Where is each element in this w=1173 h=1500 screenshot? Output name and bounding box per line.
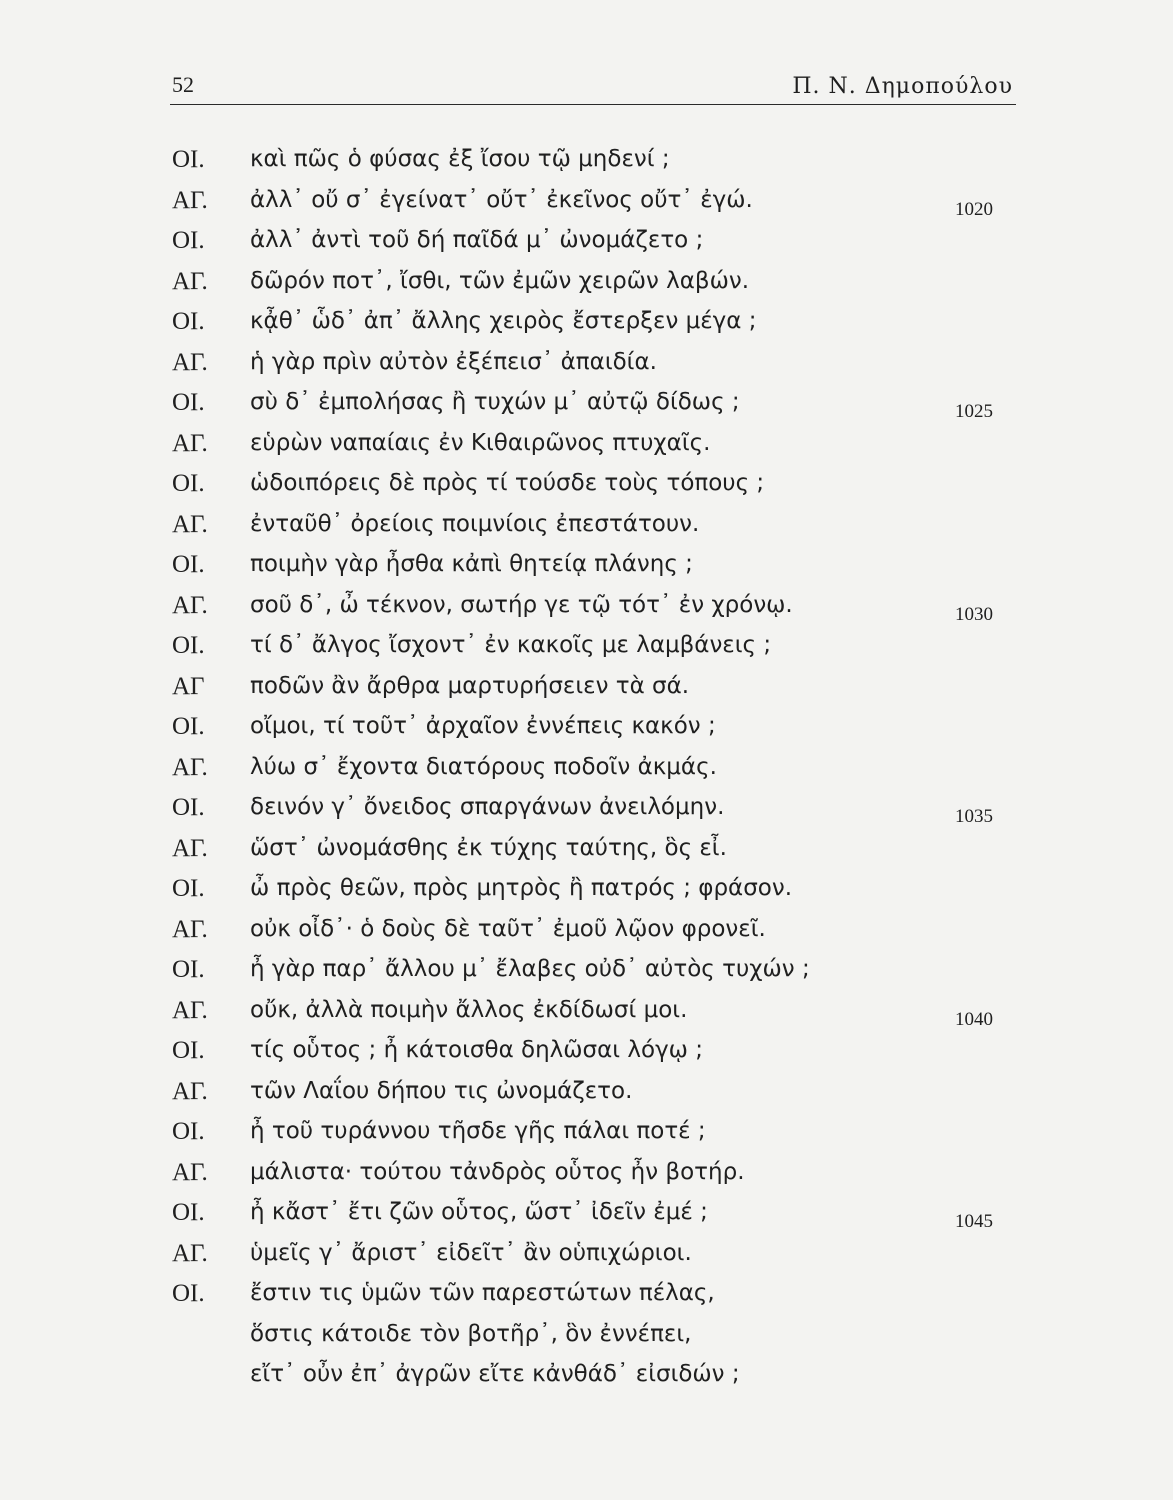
- verse-line: [0, 875, 1173, 916]
- verse-line: [0, 1078, 1173, 1119]
- speaker-label: ΑΓ.: [172, 510, 208, 538]
- speaker-label: ΟΙ.: [172, 470, 205, 497]
- verse-text: εἴτ᾽ οὖν ἐπ᾽ ἀγρῶν εἴτε κἀνθάδ᾽ εἰσιδών ;: [250, 1361, 740, 1387]
- line-number: 1045: [955, 1211, 993, 1232]
- verse-line: [0, 1199, 1173, 1240]
- verse-line: [0, 632, 1173, 673]
- speaker-label: ΑΓ.: [172, 267, 208, 295]
- verse-line: [0, 187, 1173, 228]
- verse-text: ἡ γὰρ πρὶν αὐτὸν ἐξέπεισ᾽ ἀπαιδία.: [250, 348, 657, 375]
- verse-line: [0, 916, 1173, 957]
- verse-text: ἐνταῦθ᾽ ὀρείοις ποιμνίοις ἐπεστάτουν.: [250, 510, 700, 537]
- speaker-label: ΑΓ.: [172, 915, 208, 943]
- verse-text: μάλιστα· τούτου τἀνδρὸς οὗτος ἦν βοτήρ.: [250, 1158, 745, 1185]
- verse-text: ὅστις κάτοιδε τὸν βοτῆρ᾽, ὃν ἐννέπει,: [250, 1320, 692, 1347]
- running-head: Π. Ν. Δημοπούλου: [792, 74, 1013, 99]
- page-number: 52: [172, 72, 194, 97]
- header-rule: [170, 104, 1016, 105]
- verse-line: [0, 227, 1173, 268]
- speaker-label: ΑΓ.: [172, 348, 208, 376]
- speaker-label: ΟΙ.: [172, 794, 205, 821]
- verse-line: [0, 1037, 1173, 1078]
- speaker-label: ΟΙ.: [172, 227, 205, 254]
- verse-line: [0, 551, 1173, 592]
- verse-line: [0, 956, 1173, 997]
- verse-text: οὐκ οἶδ᾽· ὁ δοὺς δὲ ταῦτ᾽ ἐμοῦ λῷον φρονεῖ.: [250, 915, 766, 942]
- speaker-label: ΑΓ.: [172, 1239, 208, 1267]
- verse-line: [0, 308, 1173, 349]
- speaker-label: ΟΙ.: [172, 308, 205, 335]
- verse-line: [0, 389, 1173, 430]
- verse-text: ἦ τοῦ τυράννου τῆσδε γῆς πάλαι ποτέ ;: [250, 1118, 706, 1144]
- line-number: 1020: [955, 198, 993, 220]
- verse-text: οἴμοι, τί τοῦτ᾽ ἀρχαῖον ἐννέπεις κακόν ;: [250, 713, 716, 739]
- verse-text: ἀλλ᾽ οὔ σ᾽ ἐγείνατ᾽ οὔτ᾽ ἐκεῖνος οὔτ᾽ ἐγώ.: [250, 186, 753, 213]
- verse-text: τῶν Λαΐου δήπου τις ὠνομάζετο.: [250, 1077, 633, 1104]
- verse-text: ὡδοιπόρεις δὲ πρὸς τί τούσδε τοὺς τόπους ;: [250, 470, 765, 496]
- speaker-label: ΟΙ.: [172, 389, 205, 416]
- line-number: 1025: [955, 401, 993, 422]
- verse-line: [0, 997, 1173, 1038]
- verse-text: ὑμεῖς γ᾽ ἄριστ᾽ εἰδεῖτ᾽ ἂν οὑπιχώριοι.: [250, 1239, 692, 1266]
- verse-line: [0, 1159, 1173, 1200]
- verse-line: [0, 835, 1173, 876]
- verse-line: [0, 430, 1173, 471]
- speaker-label: ΟΙ.: [172, 713, 205, 740]
- speaker-label: ΑΓ.: [172, 996, 208, 1024]
- verse-line: [0, 146, 1173, 187]
- verse-line: [0, 592, 1173, 633]
- speaker-label: ΑΓ: [172, 672, 205, 700]
- verse-text: ἀλλ᾽ ἀντὶ τοῦ δή παῖδά μ᾽ ὠνομάζετο ;: [250, 227, 704, 253]
- speaker-label: ΑΓ.: [172, 591, 208, 619]
- verse-line: [0, 1118, 1173, 1159]
- verse-text: λύω σ᾽ ἔχοντα διατόρους ποδοῖν ἀκμάς.: [250, 753, 717, 780]
- verse-text: ἦ γὰρ παρ᾽ ἄλλου μ᾽ ἔλαβες οὐδ᾽ αὐτὸς τυχών ;: [250, 956, 810, 982]
- speaker-label: ΑΓ.: [172, 186, 208, 214]
- speaker-label: ΟΙ.: [172, 1037, 205, 1064]
- speaker-label: ΟΙ.: [172, 1199, 205, 1226]
- speaker-label: ΟΙ.: [172, 1118, 205, 1145]
- speaker-label: ΑΓ.: [172, 1077, 208, 1105]
- line-number: 1040: [955, 1008, 993, 1030]
- speaker-label: ΟΙ.: [172, 875, 205, 902]
- speaker-label: ΑΓ.: [172, 753, 208, 781]
- verse-text: σὺ δ᾽ ἐμπολήσας ἢ τυχών μ᾽ αὐτῷ δίδως ;: [250, 389, 740, 415]
- verse-text: δεινόν γ᾽ ὄνειδος σπαργάνων ἀνειλόμην.: [250, 794, 725, 820]
- verse-text: οὔκ, ἀλλὰ ποιμὴν ἄλλος ἐκδίδωσί μοι.: [250, 996, 688, 1023]
- verse-line: [0, 268, 1173, 309]
- verse-text: ἦ κἄστ᾽ ἔτι ζῶν οὗτος, ὥστ᾽ ἰδεῖν ἐμέ ;: [250, 1199, 708, 1225]
- speaker-label: ΟΙ.: [172, 146, 205, 173]
- verse-text: εὑρὼν ναπαίαις ἐν Κιθαιρῶνος πτυχαῖς.: [250, 429, 711, 456]
- speaker-label: ΟΙ.: [172, 1280, 205, 1307]
- verse-text: ἔστιν τις ὑμῶν τῶν παρεστώτων πέλας,: [250, 1280, 715, 1306]
- line-number: 1035: [955, 806, 993, 827]
- verse-line: [0, 1280, 1173, 1321]
- verse-line: [0, 673, 1173, 714]
- verse-text: ὥστ᾽ ὠνομάσθης ἐκ τύχης ταύτης, ὃς εἶ.: [250, 834, 727, 861]
- verse-text: κᾆθ᾽ ὧδ᾽ ἀπ᾽ ἄλλης χειρὸς ἔστερξεν μέγα ;: [250, 308, 757, 334]
- verse-text: τίς οὗτος ; ἦ κάτοισθα δηλῶσαι λόγῳ ;: [250, 1037, 704, 1063]
- verse-text: ποδῶν ἂν ἄρθρα μαρτυρήσειεν τὰ σά.: [250, 672, 690, 699]
- verse-line: [0, 1240, 1173, 1281]
- verse-line: [0, 511, 1173, 552]
- speaker-label: ΟΙ.: [172, 632, 205, 659]
- verse-line: [0, 1361, 1173, 1402]
- verse-text: καὶ πῶς ὁ φύσας ἐξ ἴσου τῷ μηδενί ;: [250, 146, 670, 172]
- verse-text: ποιμὴν γὰρ ἦσθα κἀπὶ θητείᾳ πλάνης ;: [250, 551, 693, 577]
- speaker-label: ΟΙ.: [172, 956, 205, 983]
- speaker-label: ΑΓ.: [172, 429, 208, 457]
- verse-text: τί δ᾽ ἄλγος ἴσχοντ᾽ ἐν κακοῖς με λαμβάνεις ;: [250, 632, 772, 658]
- speaker-label: ΟΙ.: [172, 551, 205, 578]
- verse-line: [0, 470, 1173, 511]
- verse-text: ὦ πρὸς θεῶν, πρὸς μητρὸς ἢ πατρός ; φράσον.: [250, 875, 793, 901]
- verse-line: [0, 754, 1173, 795]
- verse-line: [0, 794, 1173, 835]
- speaker-label: ΑΓ.: [172, 1158, 208, 1186]
- line-number: 1030: [955, 603, 993, 625]
- verse-text: σοῦ δ᾽, ὦ τέκνον, σωτήρ γε τῷ τότ᾽ ἐν χρόνῳ.: [250, 591, 793, 618]
- verse-line: [0, 1321, 1173, 1362]
- speaker-label: ΑΓ.: [172, 834, 208, 862]
- verse-line: [0, 713, 1173, 754]
- verse-line: [0, 349, 1173, 390]
- verse-text: δῶρόν ποτ᾽, ἴσθι, τῶν ἐμῶν χειρῶν λαβών.: [250, 267, 750, 294]
- verse-block: [0, 146, 1173, 1402]
